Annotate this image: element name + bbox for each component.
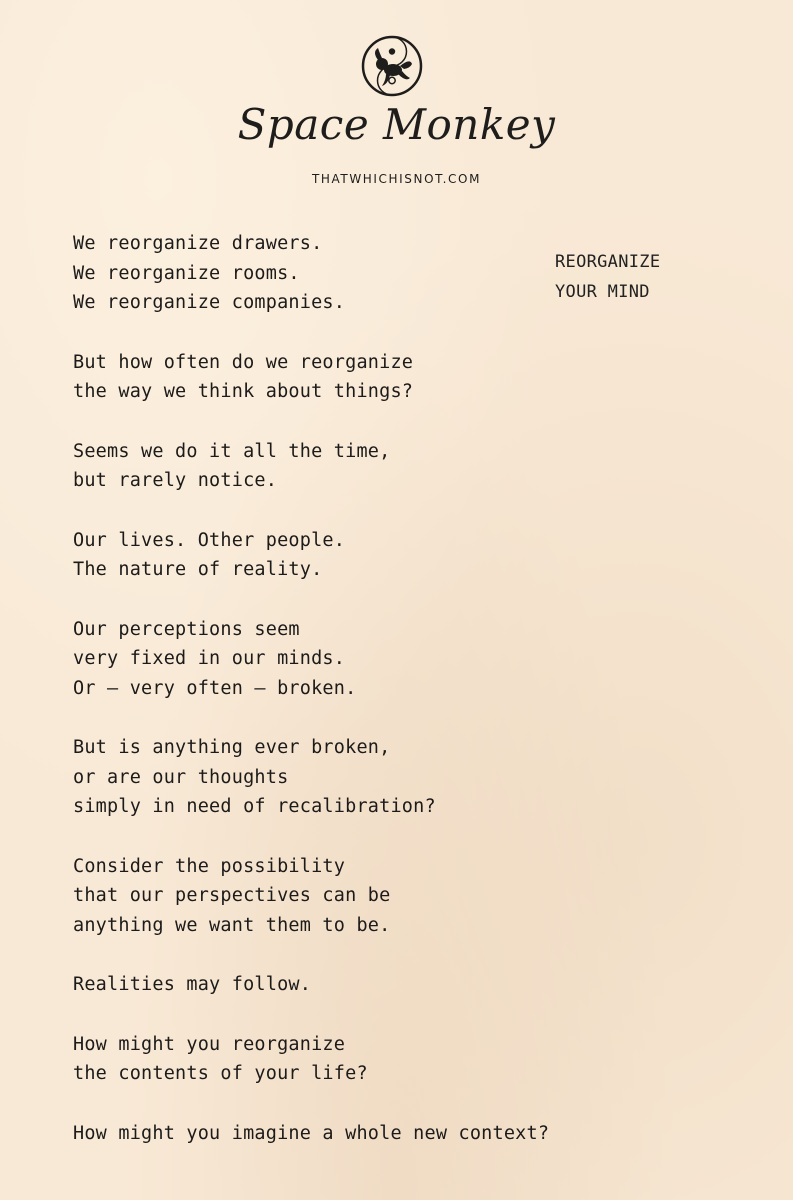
- stanza: [73, 229, 713, 318]
- poem-line: Realities may follow.: [73, 974, 312, 995]
- stanza: [73, 1119, 713, 1149]
- poem-line: Seems we do it all the time,: [73, 440, 391, 462]
- poem-line: Or — very often — broken.: [73, 677, 357, 699]
- poem-line: or are our thoughts: [73, 766, 289, 788]
- poem-line: The nature of reality.: [73, 559, 323, 580]
- stanza: [73, 1030, 713, 1089]
- poem-title-line-1: REORGANIZE: [555, 252, 661, 272]
- brand-name: Space Monkey: [237, 100, 556, 149]
- stanza: [73, 733, 713, 822]
- poem-line: We reorganize companies.: [73, 292, 346, 313]
- poem-body: [73, 229, 713, 1178]
- poem-line: Our perceptions seem: [73, 618, 300, 640]
- poem-line: Consider the possibility: [73, 855, 346, 877]
- stanza: [73, 526, 713, 585]
- poem-line: But how often do we reorganize: [73, 351, 414, 373]
- poem-line: How might you reorganize: [73, 1033, 346, 1055]
- brand-url: THATWHICHISNOT.COM: [311, 172, 482, 186]
- stanza: [73, 437, 713, 496]
- poem-line: simply in need of recalibration?: [73, 796, 436, 817]
- poem-line: that our perspectives can be: [73, 885, 391, 906]
- stanza: [73, 615, 713, 704]
- poem-line: We reorganize drawers.: [73, 233, 323, 254]
- poem-line: Our lives. Other people.: [73, 529, 346, 551]
- poem-line: the way we think about things?: [73, 381, 414, 402]
- stanza: [73, 348, 713, 407]
- poem-title-line-2: YOUR MIND: [555, 282, 650, 302]
- poem-line: How might you imagine a whole new context?: [73, 1122, 550, 1144]
- poem-line: very fixed in our minds.: [73, 648, 346, 669]
- poem-line: We reorganize rooms.: [73, 262, 300, 284]
- space-monkey-logo-icon: [360, 34, 424, 98]
- poem-line: the contents of your life?: [73, 1063, 368, 1084]
- stanza: [73, 970, 713, 1000]
- stanza: [73, 852, 713, 941]
- poem-line: but rarely notice.: [73, 470, 278, 491]
- poem-line: But is anything ever broken,: [73, 737, 391, 758]
- poem-line: anything we want them to be.: [73, 914, 391, 936]
